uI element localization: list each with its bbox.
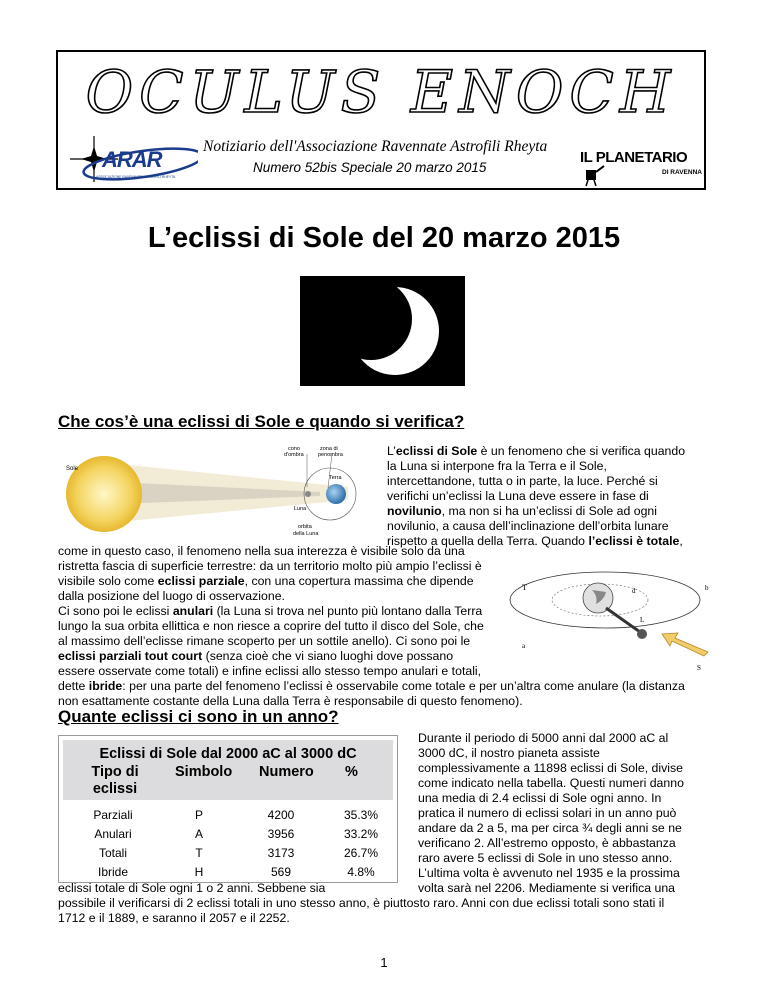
table-header-simbolo: Simbolo [175,764,233,780]
table-cell: 3956 [267,827,295,841]
bold-term: eclissi di Sole [395,444,478,458]
text-span: (la Luna si trova nel punto più lontano dalla Terra [213,604,483,618]
table-header-area [63,740,393,800]
text-line [387,459,717,474]
text-span: non esattamente costante della Luna dalla Terra è responsabile di questo fenomeno). [58,694,523,708]
table-header-numero: Numero [259,764,314,780]
diagram-label-dombra: d'ombra [284,452,304,458]
text-line [58,604,723,619]
table-cell: H [194,865,204,879]
diagram2-label-l: L [640,616,645,624]
text-line: possibile il verificarsi di 2 eclissi totali in uno stesso anno, è piuttosto raro. Anni con due eclissi totali sono stati il [58,896,665,910]
text-line [58,649,723,664]
text-span: verifichi un’eclissi la Luna deve essere in fase di [387,489,649,503]
text-line [387,504,717,519]
table-header-percent: % [345,764,358,780]
text-span: L’ [387,444,396,458]
text-span: novilunio, a causa dell’inclinazione dell’orbita lunare [387,519,669,533]
diagram-label-della-luna: della Luna [293,531,319,537]
text-line [387,474,717,489]
diagram-label-terra: Terra [329,475,342,481]
diagram2-label-b: b [705,584,709,592]
text-line [58,619,723,634]
section1-paragraph-full [58,544,723,709]
text-line: L’ultima volta è avvenuto nel 1935 e la prossima [418,866,680,880]
planetario-logo-subtext: DI RAVENNA [662,169,702,176]
text-line: volta sarà nel 2206. Mediamente si verifica una [418,881,676,895]
text-span: Ci sono poi le eclissi [58,604,173,618]
text-span: dette [58,679,89,693]
diagram2-label-t: T [522,583,527,592]
bold-term: eclissi parziali tout court [58,649,203,663]
masthead-title: OCULUS ENOCH [85,58,677,126]
table-cell: 4200 [267,808,295,822]
text-span: al massimo dell’eclisse rimane scoperto per un sottile anello). Ci sono poi le [58,634,471,648]
text-line [387,444,717,459]
table-cell: 35.3% [343,808,379,822]
issue-number: Numero 52bis Speciale 20 marzo 2015 [253,160,487,175]
text-span: è un fenomeno che si verifica quando [477,444,686,458]
bold-term: novilunio [387,504,442,518]
section-heading-what-is-eclipse: Che cos’è una eclissi di Sole e quando si verifica? [58,412,465,431]
text-span: : per una parte del fenomeno l’eclissi è osservabile come totale e per un’altra come anulare (la distanza [122,679,685,693]
text-span: la Luna si interpone fra la Terra e il Sole, [387,459,607,473]
text-line: raro avere 5 eclissi di Sole in uno stesso anno. [418,851,673,865]
table-cell: Ibride [97,865,129,879]
text-span: dalla posizione del luogo di osservazione. [58,589,285,603]
bold-term: anulari [172,604,214,618]
eclipse-statistics-table [58,735,398,883]
bold-term: l’eclissi è totale [588,534,680,548]
text-span: , [679,534,683,548]
diagram-label-penombra: penombra [318,452,343,458]
table-cell: 33.2% [343,827,379,841]
diagram-label-luna: Luna [294,506,307,512]
arar-logo-text: ARAR [102,147,162,172]
text-span: intercettandone, tutta o in parte, la luce. Perché si [387,474,658,488]
text-line [58,589,723,604]
text-line [58,544,723,559]
text-line [387,489,717,504]
text-span: , ma non si ha un’eclissi di Sole ad ogni [441,504,657,518]
text-line [58,574,723,589]
diagram2-label-s: S [697,664,701,672]
table-title: Eclissi di Sole dal 2000 aC al 3000 dC [99,746,357,762]
table-cell: Parziali [93,808,133,822]
table-cell: P [194,808,203,822]
diagram-label-zona: zona di [320,446,338,452]
text-line: eclissi totale di Sole ogni 1 o 2 anni. Sebbene sia [58,881,326,895]
bold-term: ibride [88,679,123,693]
table-cell: 26.7% [343,846,379,860]
newsletter-header [56,50,706,190]
planetario-logo-text: IL PLANETARIO [580,149,688,166]
table-cell: T [195,846,203,860]
text-line [58,664,723,679]
table-cell: 569 [270,865,292,879]
table-row [59,846,397,864]
table-header-tipo: Tipo di eclissi [91,764,139,797]
text-line [58,679,723,694]
text-line: 3000 dC, il nostro pianeta assiste [418,746,600,760]
eclipse-shadow-diagram [58,442,383,542]
newsletter-subtitle: Notiziario dell'Associazione Ravennate Astrofili Rheyta [203,138,548,155]
diagram-label-orbita: orbita [298,524,312,530]
text-span: ristretta fascia di superficie terrestre: da un territorio molto più ampio l’eclissi è [58,559,482,573]
diagram2-label-a: a [522,642,526,650]
page-number: 1 [380,955,388,970]
planetario-logo [578,146,706,188]
text-line: 1712 e il 1889, e saranno il 2057 e il 2252. [58,911,290,925]
text-span: essere osservate come totali) e infine eclissi allo stesso tempo anulari e totali, [58,664,482,678]
text-line: complessivamente a 11898 eclissi di Sole, divise [418,761,683,775]
text-span: lungo la sua orbita ellittica e non riesce a coprire del tutto il disco del Sole, che [58,619,484,633]
table-cell: A [194,827,203,841]
text-span: visibile solo come [58,574,158,588]
eclipse-crescent-image [300,276,465,386]
text-span: rispetto a quella della Terra. Quando [387,534,589,548]
table-cell: 4.8% [347,865,375,879]
section2-paragraph-right [418,731,718,896]
article-title: L’eclissi di Sole del 20 marzo 2015 [147,222,621,254]
diagram-label-sole: Sole [66,466,79,472]
diagram-label-cono: cono [288,446,300,452]
text-line [387,519,717,534]
text-line: andare da 2 a 5, ma per circa ¾ degli anni se ne [418,821,682,835]
text-span: (senza cioè che vi siano luoghi dove possano [202,649,454,663]
section-heading-eclipses-per-year: Quante eclissi ci sono in un anno? [58,707,339,726]
text-line [58,634,723,649]
text-line: Durante il periodo di 5000 anni dal 2000 aC al [418,731,669,745]
text-line [58,559,723,574]
text-line: pratica il numero di eclissi solari in un anno può [418,806,677,820]
diagram2-label-d: d [632,587,636,595]
arar-logo-small-text: ASSOCIAZIONE RAVENNATE ASTROFILI RHEYTA [96,175,176,179]
text-line: come indicato nella tabella. Questi numeri danno [418,776,684,790]
bold-term: eclissi parziale [157,574,245,588]
table-cell: Anulari [94,827,132,841]
table-row [59,808,397,826]
arar-logo [68,134,198,184]
section2-paragraph-full [58,881,723,926]
table-cell: 3173 [267,846,295,860]
table-row [59,827,397,845]
text-span: , con una copertura massima che dipende [244,574,474,588]
text-line: verificano 2. All’estremo opposto, è abbastanza [418,836,676,850]
section1-paragraph-right [387,444,717,549]
table-cell: Totali [98,846,127,860]
text-line: una media di 2.4 eclissi di Sole ogni anno. In [418,791,662,805]
text-span: come in questo caso, il fenomeno nella sua interezza è visibile solo da una [58,544,465,558]
